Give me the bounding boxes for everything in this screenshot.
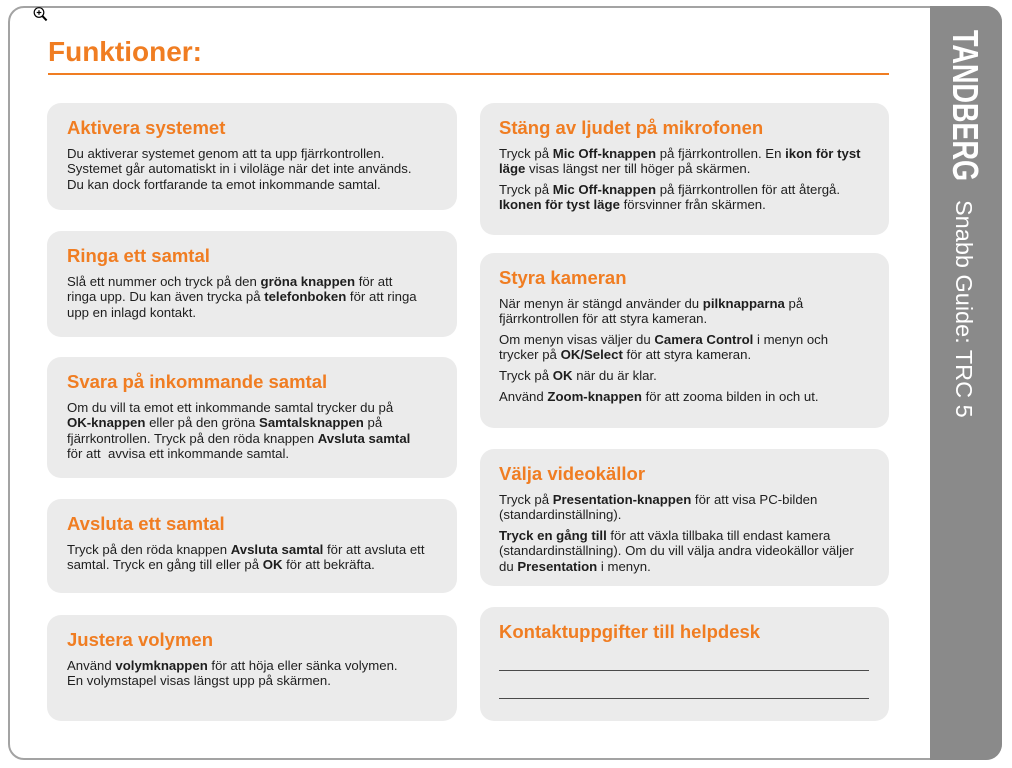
- text-line: [67, 415, 457, 430]
- text-line: [67, 289, 457, 304]
- text-line: [67, 305, 457, 320]
- text-line: [67, 557, 457, 572]
- text-run: i menyn.: [597, 558, 651, 574]
- paragraph: [67, 274, 457, 320]
- text-line: [499, 146, 889, 161]
- bold-text: Presentation-knappen: [552, 492, 692, 507]
- bold-text: pilknapparna: [702, 296, 785, 311]
- bold-text: Ikonen för tyst läge: [499, 197, 620, 213]
- text-run: fjärrkontrollen. Tryck på den röda knappen: [67, 430, 318, 446]
- card-styra-kameran: [480, 253, 889, 428]
- card-body: [499, 146, 889, 213]
- text-run: Om du vill ta emot ett inkommande samtal trycker du på: [67, 400, 394, 415]
- text-run: Använd: [499, 388, 548, 404]
- text-run: Om menyn visas väljer du: [499, 332, 655, 348]
- text-run: för att: [355, 274, 393, 289]
- card-aktivera-systemet: [47, 103, 457, 210]
- card-title: Avsluta ett samtal: [67, 513, 225, 534]
- paragraph: [67, 542, 457, 573]
- text-line: [67, 400, 457, 415]
- text-line: [67, 274, 457, 289]
- text-run: på: [784, 296, 804, 311]
- bold-text: läge: [499, 161, 526, 177]
- text-run: för att avvisa ett inkommande samtal.: [67, 445, 290, 461]
- helpdesk-write-line: [499, 670, 869, 671]
- text-line: [67, 146, 457, 161]
- paragraph: [67, 400, 457, 461]
- bold-text: OK: [552, 368, 573, 384]
- text-run: du: [499, 558, 518, 574]
- text-line: [499, 197, 889, 212]
- paragraph: [499, 368, 889, 383]
- card-title: Ringa ett samtal: [67, 245, 210, 266]
- bold-text: OK-knappen: [67, 415, 146, 431]
- text-run: Du aktiverar systemet genom att ta upp fjärrkontrollen.: [67, 146, 385, 161]
- text-run: Du kan dock fortfarande ta emot inkommande samtal.: [67, 176, 381, 192]
- bold-text: Samtalsknappen: [259, 415, 364, 431]
- text-run: eller på den gröna: [145, 415, 260, 431]
- text-line: [499, 332, 889, 347]
- card-ringa-ett-samtal: [47, 231, 457, 337]
- text-line: [499, 543, 889, 558]
- text-run: Tryck på: [499, 492, 553, 507]
- card-svara-pa-samtal: [47, 357, 457, 478]
- text-run: försvinner från skärmen.: [619, 197, 766, 213]
- card-avsluta-ett-samtal: [47, 499, 457, 593]
- text-line: [499, 347, 889, 362]
- paragraph: [499, 182, 889, 213]
- brand-logo: TANDBERG: [945, 30, 986, 181]
- text-line: [499, 492, 889, 507]
- card-helpdesk-kontakt: [480, 607, 889, 721]
- card-body: [499, 492, 889, 574]
- text-run: för att zooma bilden in och ut.: [641, 388, 819, 404]
- card-title: Välja videokällor: [499, 463, 646, 484]
- bold-text: volymknappen: [115, 658, 208, 673]
- text-run: för att avsluta ett: [323, 542, 425, 557]
- text-run: på fjärrkontrollen. En: [656, 146, 786, 161]
- text-run: för att ringa: [346, 289, 417, 305]
- card-title: Svara på inkommande samtal: [67, 371, 328, 392]
- paragraph: [499, 146, 889, 177]
- guide-subtitle: Snabb Guide: TRC 5: [951, 200, 977, 418]
- card-valja-videokallor: [480, 449, 889, 586]
- text-run: för att styra kameran.: [622, 347, 752, 363]
- paragraph: [67, 658, 457, 689]
- text-run: Tryck på: [499, 182, 553, 198]
- bold-text: Presentation: [517, 558, 598, 574]
- text-line: [67, 431, 457, 446]
- text-line: [499, 161, 889, 176]
- card-title: Justera volymen: [67, 629, 214, 650]
- text-line: [499, 389, 889, 404]
- text-run: upp en inlagd kontakt.: [67, 304, 197, 320]
- text-line: [67, 446, 457, 461]
- text-run: (standardinställning). Om du vill välja andra videokällor väljer: [499, 543, 854, 559]
- text-run: samtal. Tryck en gång till eller på: [67, 557, 263, 573]
- text-run: fjärrkontrollen för att styra kameran.: [499, 311, 708, 327]
- text-run: i menyn och: [753, 332, 829, 348]
- text-line: [67, 161, 457, 176]
- bold-text: Avsluta samtal: [230, 542, 324, 557]
- paragraph: [499, 389, 889, 404]
- card-title: Styra kameran: [499, 267, 627, 288]
- text-run: på fjärrkontrollen för att återgå.: [656, 182, 841, 198]
- text-line: [67, 177, 457, 192]
- text-run: Slå ett nummer och tryck på den: [67, 274, 261, 289]
- bold-text: OK/Select: [560, 347, 623, 363]
- card-title: Aktivera systemet: [67, 117, 226, 138]
- text-run: på: [363, 415, 383, 431]
- card-body: [67, 274, 457, 320]
- bold-text: Mic Off-knappen: [552, 146, 657, 161]
- card-body: [67, 542, 457, 573]
- bold-text: gröna knappen: [260, 274, 356, 289]
- text-run: En volymstapel visas längst upp på skärmen.: [67, 673, 331, 689]
- card-body: [499, 296, 889, 404]
- helpdesk-write-line: [499, 698, 869, 699]
- card-title: Stäng av ljudet på mikrofonen: [499, 117, 764, 138]
- card-body: [67, 658, 457, 689]
- text-line: [499, 296, 889, 311]
- card-justera-volymen: [47, 615, 457, 721]
- text-line: [67, 673, 457, 688]
- page-title: Funktioner:: [48, 36, 202, 67]
- bold-text: Camera Control: [654, 332, 754, 348]
- paragraph: [499, 528, 889, 574]
- title-divider: [48, 73, 889, 75]
- paragraph: [499, 492, 889, 523]
- paragraph: [499, 332, 889, 363]
- card-title: Kontaktuppgifter till helpdesk: [499, 621, 761, 642]
- text-line: [499, 559, 889, 574]
- bold-text: telefonboken: [264, 289, 347, 305]
- text-run: när du är klar.: [572, 368, 657, 384]
- card-body: [67, 146, 457, 192]
- text-run: Systemet går automatiskt in i viloläge när det inte används.: [67, 161, 412, 177]
- bold-text: ikon för tyst: [785, 146, 861, 161]
- text-run: för att höja eller sänka volymen.: [207, 658, 398, 673]
- card-body: [67, 400, 457, 461]
- text-run: för att växla tillbaka till endast kamera: [606, 528, 831, 544]
- text-run: Tryck på: [499, 146, 553, 161]
- bold-text: OK: [262, 557, 283, 573]
- card-stang-av-mikrofonen: [480, 103, 889, 235]
- text-run: Använd: [67, 658, 116, 673]
- bold-text: Mic Off-knappen: [552, 182, 657, 198]
- zoom-in-icon: [32, 6, 48, 22]
- text-line: [67, 658, 457, 673]
- bold-text: Zoom-knappen: [547, 388, 642, 404]
- text-line: [499, 311, 889, 326]
- text-run: (standardinställning).: [499, 507, 622, 523]
- text-line: [499, 528, 889, 543]
- text-line: [499, 182, 889, 197]
- bold-text: Avsluta samtal: [317, 430, 411, 446]
- bold-text: Tryck en gång till: [499, 528, 607, 544]
- text-run: När menyn är stängd använder du: [499, 296, 703, 311]
- text-line: [67, 542, 457, 557]
- text-run: för att bekräfta.: [282, 557, 375, 573]
- text-run: ringa upp. Du kan även trycka på: [67, 289, 265, 305]
- text-run: för att visa PC-bilden: [691, 492, 818, 507]
- paragraph: [499, 296, 889, 327]
- text-run: Tryck på: [499, 368, 553, 384]
- text-run: trycker på: [499, 347, 561, 363]
- text-run: Tryck på den röda knappen: [67, 542, 231, 557]
- paragraph: [67, 146, 457, 192]
- text-line: [499, 507, 889, 522]
- text-run: visas längst ner till höger på skärmen.: [525, 161, 751, 177]
- text-line: [499, 368, 889, 383]
